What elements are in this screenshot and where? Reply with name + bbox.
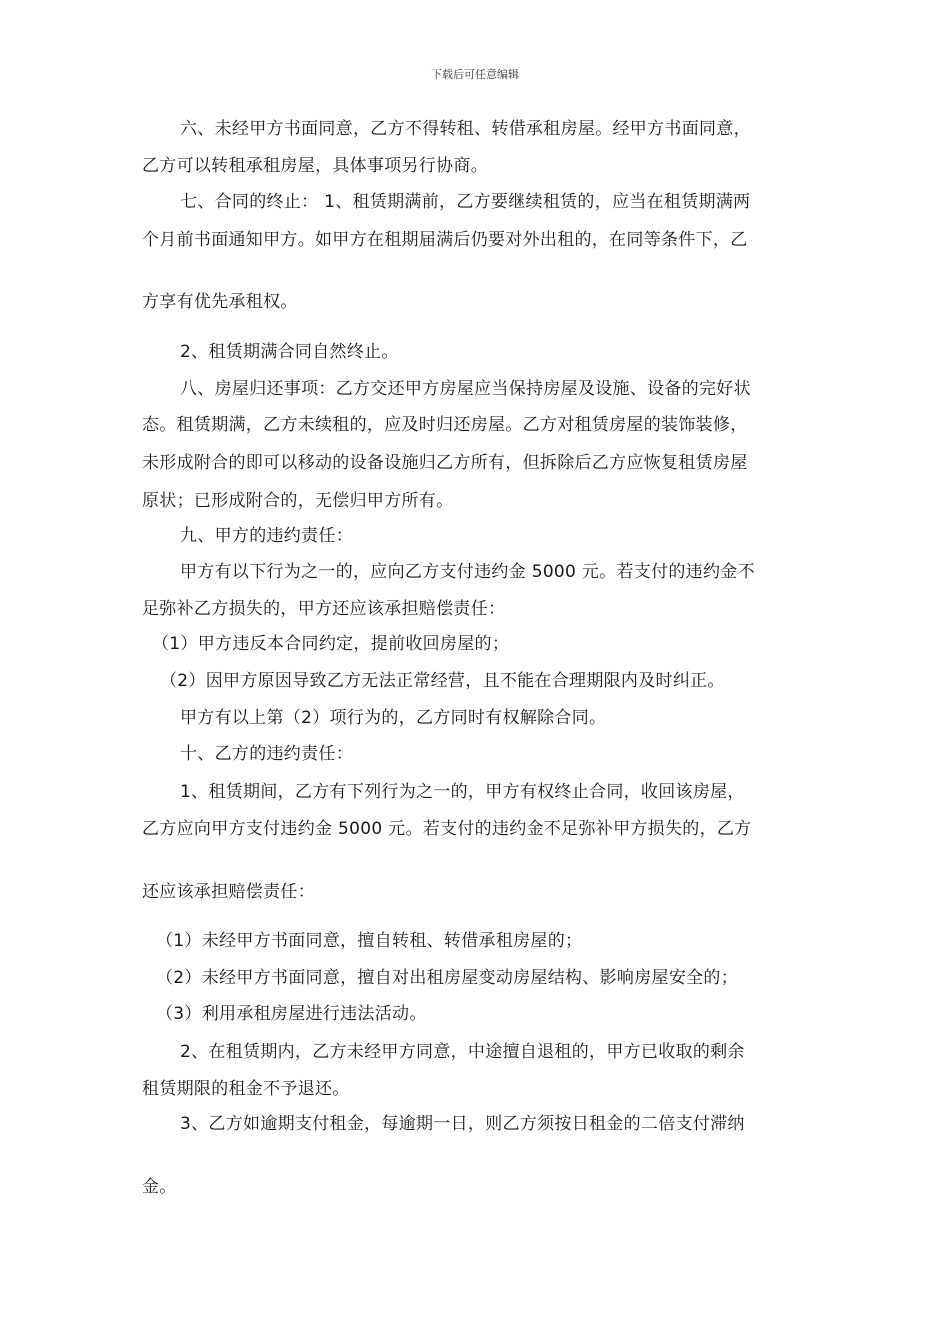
text-line: 个月前书面通知甲方。如甲方在租期届满后仍要对外出租的，在同等条件下，乙 [142,230,748,250]
text-line: 原状；已形成附合的，无偿归甲方所有。 [142,491,454,511]
text-line: 还应该承担赔偿责任： [142,882,315,902]
text-line: 3、乙方如逾期支付租金，每逾期一日，则乙方须按日租金的二倍支付滞纳 [180,1114,745,1134]
text-line: 2、租赁期满合同自然终止。 [180,342,399,362]
text-line: 态。租赁期满，乙方未续租的，应及时归还房屋。乙方对租赁房屋的装饰装修， [142,415,748,435]
text-line: （1）甲方违反本合同约定，提前收回房屋的； [152,634,510,654]
text-line: 甲方有以上第（2）项行为的，乙方同时有权解除合同。 [180,708,607,728]
text-line: 1、租赁期间，乙方有下列行为之一的，甲方有权终止合同，收回该房屋， [180,782,745,802]
text-line: 方享有优先承租权。 [142,292,298,312]
text-line: （2）未经甲方书面同意，擅自对出租房屋变动房屋结构、影响房屋安全的； [156,968,739,988]
text-line: 乙方可以转租承租房屋，具体事项另行协商。 [142,156,488,176]
text-line: 七、合同的终止： 1、租赁期满前，乙方要继续租赁的，应当在租赁期满两 [180,192,751,212]
text-line: （1）未经甲方书面同意，擅自转租、转借承租房屋的； [156,931,583,951]
text-line: 八、房屋归还事项：乙方交还甲方房屋应当保持房屋及设施、设备的完好状 [180,379,751,399]
text-line: 未形成附合的即可以移动的设备设施归乙方所有，但拆除后乙方应恢复租赁房屋 [142,453,748,473]
text-line: 十、乙方的违约责任： [180,744,353,764]
text-line: （2）因甲方原因导致乙方无法正常经营，且不能在合理期限内及时纠正。 [160,671,725,691]
page-header: 下载后可任意编辑 [431,68,519,81]
text-line: 租赁期限的租金不予退还。 [142,1079,350,1099]
text-line: 甲方有以下行为之一的，应向乙方支付违约金 5000 元。若支付的违约金不 [180,562,755,582]
text-line: （3）利用承租房屋进行违法活动。 [156,1004,427,1024]
text-line: 乙方应向甲方支付违约金 5000 元。若支付的违约金不足弥补甲方损失的，乙方 [142,819,752,839]
text-line: 九、甲方的违约责任： [180,526,353,546]
text-line: 足弥补乙方损失的，甲方还应该承担赔偿责任： [142,599,506,619]
text-line: 六、未经甲方书面同意，乙方不得转租、转借承租房屋。经甲方书面同意， [180,119,751,139]
text-line: 金。 [142,1177,177,1197]
text-line: 2、在租赁期内，乙方未经甲方同意，中途擅自退租的，甲方已收取的剩余 [180,1042,745,1062]
